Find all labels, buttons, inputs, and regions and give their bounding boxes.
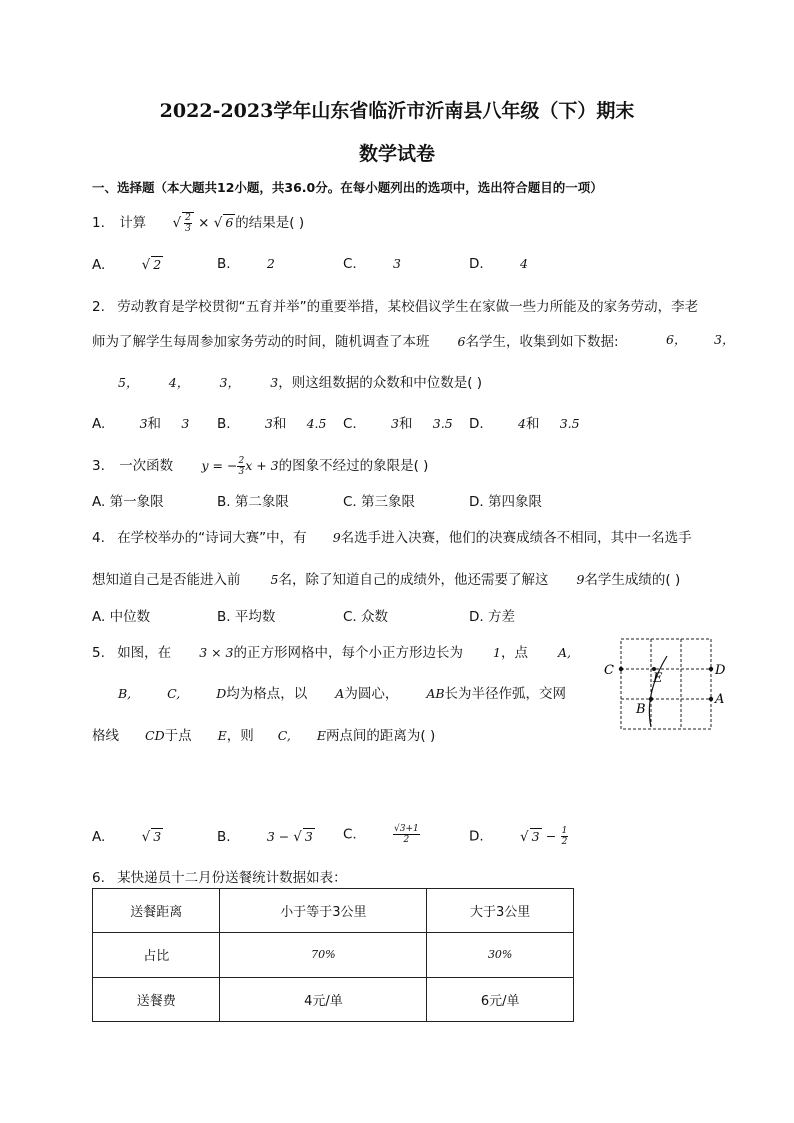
question-text: ，点 <box>500 645 528 661</box>
option-conj: 和 <box>147 416 162 432</box>
math-number: 5 <box>270 572 279 587</box>
math-segment: AB <box>426 686 445 701</box>
question-text: 于点 <box>164 728 192 744</box>
question-4-line-2 <box>92 568 680 588</box>
math-point: A <box>335 686 345 701</box>
option-5c <box>343 824 420 845</box>
option-label: A. <box>92 609 106 625</box>
option-label: A. <box>92 257 106 273</box>
option-label: D. <box>469 494 484 510</box>
point-c-dot <box>619 667 623 671</box>
table-cell: 大于3公里 <box>427 889 574 933</box>
question-text: 名，除了知道自己的成绩外，他还需要了解这 <box>278 572 549 588</box>
equation-right: x + 3 <box>245 458 279 473</box>
question-number: 2. <box>92 299 105 315</box>
math-point: A, <box>557 645 571 660</box>
option-4d <box>469 605 515 625</box>
option-2c <box>343 412 453 432</box>
option-label: D. <box>469 416 484 432</box>
question-number: 4. <box>92 530 105 546</box>
radical-sign: √ <box>213 215 223 231</box>
table-cell: 送餐费 <box>93 977 220 1021</box>
option-text: 第三象限 <box>361 494 416 510</box>
option-1d <box>469 256 528 272</box>
option-text: 第四象限 <box>487 494 542 510</box>
option-3a <box>92 490 164 510</box>
question-number: 3. <box>92 458 105 474</box>
math-segment: CD <box>145 728 165 743</box>
math-number: 6 <box>457 334 466 349</box>
fraction-denominator: 2 <box>561 837 568 847</box>
table-cell: 4元/单 <box>220 977 427 1021</box>
option-value: 3 <box>391 416 399 431</box>
question-text: 名学生成绩的( ) <box>584 572 681 588</box>
math-number: 9 <box>576 572 585 587</box>
label-b: B <box>636 702 646 717</box>
fraction-numerator: 1 <box>561 826 568 836</box>
option-value: 3 <box>139 416 148 431</box>
fraction-numerator: 2 <box>185 212 191 223</box>
question-5-line-2 <box>118 682 566 702</box>
table-row <box>93 977 574 1021</box>
question-2-line-3 <box>118 371 482 391</box>
option-label: B. <box>217 609 231 625</box>
radical-sign: √ <box>141 257 151 273</box>
option-label: C. <box>343 416 357 432</box>
label-a: A <box>715 692 725 707</box>
option-4a <box>92 605 150 625</box>
delivery-table <box>92 888 574 1022</box>
question-text: 某快递员十二月份送餐统计数据如表： <box>117 870 347 886</box>
question-number: 6. <box>92 870 105 886</box>
question-text: 在学校举办的“诗词大赛”中，有 <box>117 530 307 546</box>
question-text: 长为半径作弧，交网 <box>444 686 567 702</box>
math-point: D <box>216 686 227 701</box>
option-conj: 和 <box>398 416 413 432</box>
document-title-line1: 2022-2023学年山东省临沂市沂南县八年级（下）期末 <box>159 100 635 122</box>
table-header-row <box>93 889 574 933</box>
radical-sign: √ <box>293 829 302 845</box>
question-text: 劳动教育是学校贯彻“五育并举”的重要举措，某校倡议学生在家做一些力所能及的家务劳动，李老 <box>117 299 699 315</box>
option-value: 3 <box>181 416 190 431</box>
option-3d <box>469 490 542 510</box>
option-value: 2 <box>153 257 162 272</box>
sqrt-argument: 3 <box>399 824 406 834</box>
data-value: 5， <box>118 375 139 390</box>
fraction-numerator: 2 <box>238 455 245 466</box>
sqrt-argument: 3 <box>304 829 313 844</box>
option-label: C. <box>343 494 357 510</box>
option-label: C. <box>343 256 357 272</box>
option-text: 众数 <box>361 609 389 625</box>
question-3 <box>92 454 428 477</box>
fraction-denominator: 3 <box>238 466 245 477</box>
option-conj: 和 <box>525 416 540 432</box>
option-label: A. <box>92 494 106 510</box>
radical-sign: √ <box>519 828 529 845</box>
question-text: ，则 <box>226 728 254 744</box>
question-text: 名选手进入决赛，他们的决赛成绩各不相同，其中一名选手 <box>340 530 692 546</box>
table-cell: 6元/单 <box>427 977 574 1021</box>
question-number: 1. <box>92 215 105 231</box>
data-value: 3 <box>270 375 279 390</box>
section-heading-choice: 一、选择题（本大题共12小题，共36.0分。在每小题列出的选项中，选出符合题目的一项） <box>92 180 603 195</box>
option-text: 中位数 <box>109 609 151 625</box>
table-cell: 占比 <box>93 933 220 977</box>
grid-lines <box>621 639 711 729</box>
document-title-line2: 数学试卷 <box>358 143 435 165</box>
question-text: 师为了解学生每周参加家务劳动的时间，随机调查了本班 <box>92 334 430 350</box>
question-number: 5. <box>92 645 105 661</box>
point-b-dot <box>649 697 653 701</box>
question-text: 格线 <box>92 728 119 744</box>
fraction-denominator: 3 <box>185 223 191 234</box>
question-6 <box>92 866 347 886</box>
fraction-numerator-rest: +1 <box>405 824 419 834</box>
option-3b <box>217 490 289 510</box>
option-4b <box>217 605 275 625</box>
grid-figure <box>600 634 740 734</box>
data-value: 4， <box>168 375 190 390</box>
sqrt-fraction <box>182 212 194 234</box>
option-value: 4 <box>517 416 526 431</box>
table-row <box>93 933 574 977</box>
fraction-denominator: 2 <box>403 835 410 845</box>
math-expression: 3 − <box>266 829 294 844</box>
option-label: B. <box>217 494 231 510</box>
option-2a <box>92 412 189 432</box>
option-value: 3 <box>393 256 401 271</box>
point-d-dot <box>709 667 713 671</box>
option-1c <box>343 256 401 272</box>
table-cell: 小于等于3公里 <box>220 889 427 933</box>
question-text: ，则这组数据的众数和中位数是( ) <box>278 375 483 391</box>
question-2-line-2 <box>92 330 619 350</box>
option-2b <box>217 412 327 432</box>
option-value: 3 <box>264 416 273 431</box>
data-value: 3， <box>714 332 735 347</box>
radical-sign: √ <box>394 824 400 834</box>
question-text: 计算 <box>119 215 147 231</box>
option-1b <box>217 256 275 272</box>
table-cell: 送餐距离 <box>93 889 220 933</box>
option-label: B. <box>217 829 231 845</box>
label-c: C <box>604 663 614 678</box>
option-text: 第二象限 <box>234 494 289 510</box>
table-cell: 70% <box>220 933 427 977</box>
option-text: 方差 <box>487 609 515 625</box>
option-value: 4 <box>519 256 528 271</box>
radical-sign: √ <box>141 829 151 845</box>
question-4-line-1 <box>92 526 692 546</box>
equation-left: y = − <box>201 458 238 473</box>
math-point: C, <box>167 686 181 701</box>
math-point: C, <box>277 728 291 743</box>
option-value: 4.5 <box>306 416 327 431</box>
sqrt-argument: 3 <box>531 828 540 844</box>
question-5-line-3 <box>92 724 435 744</box>
math-point: B, <box>118 686 132 701</box>
times-sign: × <box>198 215 210 231</box>
option-label: A. <box>92 416 106 432</box>
option-text: 第一象限 <box>109 494 164 510</box>
question-1 <box>92 211 304 234</box>
option-5d <box>469 826 568 847</box>
question-5-line-1 <box>92 641 571 661</box>
option-text: 平均数 <box>234 609 276 625</box>
arc <box>649 656 667 727</box>
question-text: 名学生，收集到如下数据: <box>465 334 619 350</box>
label-d: D <box>715 663 726 678</box>
math-point: E <box>316 728 326 743</box>
math-number: 1 <box>493 645 501 660</box>
point-a-dot <box>709 697 713 701</box>
question-text: 一次函数 <box>119 458 174 474</box>
question-2-line-1 <box>92 295 698 315</box>
data-value: 3， <box>219 375 240 390</box>
option-5b <box>217 828 315 845</box>
question-text-post: 的图象不经过的象限是( ) <box>278 458 429 474</box>
option-2d <box>469 412 580 432</box>
option-value: 3.5 <box>432 416 453 431</box>
question-text: 想知道自己是否能进入前 <box>92 572 241 588</box>
question-text: 均为格点，以 <box>226 686 308 702</box>
question-text: 为圆心， <box>344 686 399 702</box>
option-3c <box>343 490 415 510</box>
option-label: C. <box>343 609 357 625</box>
question-text: 两点间的距离为( ) <box>325 728 436 744</box>
sqrt-argument: 3 <box>153 829 162 844</box>
sqrt-argument: 6 <box>225 215 234 230</box>
option-value: 2 <box>266 256 275 271</box>
option-label: D. <box>469 256 484 272</box>
math-number: 9 <box>332 530 341 545</box>
option-label: D. <box>469 828 484 845</box>
option-label: A. <box>92 829 106 845</box>
option-5a <box>92 828 163 845</box>
option-label: D. <box>469 609 484 625</box>
option-1a <box>92 256 163 273</box>
question-text-post: 的结果是( ) <box>235 215 305 231</box>
option-4c <box>343 605 388 625</box>
label-e: E <box>653 671 663 686</box>
table-cell: 30% <box>427 933 574 977</box>
math-point: E <box>217 728 227 743</box>
data-value: 6， <box>666 332 687 347</box>
option-label: B. <box>217 256 231 272</box>
question-text: 如图，在 <box>117 645 172 661</box>
question-text: 的正方形网格中，每个小正方形边长为 <box>233 645 464 661</box>
math-expression: 3 × 3 <box>199 645 234 660</box>
option-label: C. <box>343 826 357 843</box>
option-conj: 和 <box>272 416 287 432</box>
option-value: 3.5 <box>559 416 580 431</box>
radical-sign: √ <box>172 215 182 231</box>
option-label: B. <box>217 416 231 432</box>
minus-sign: − <box>545 828 557 844</box>
